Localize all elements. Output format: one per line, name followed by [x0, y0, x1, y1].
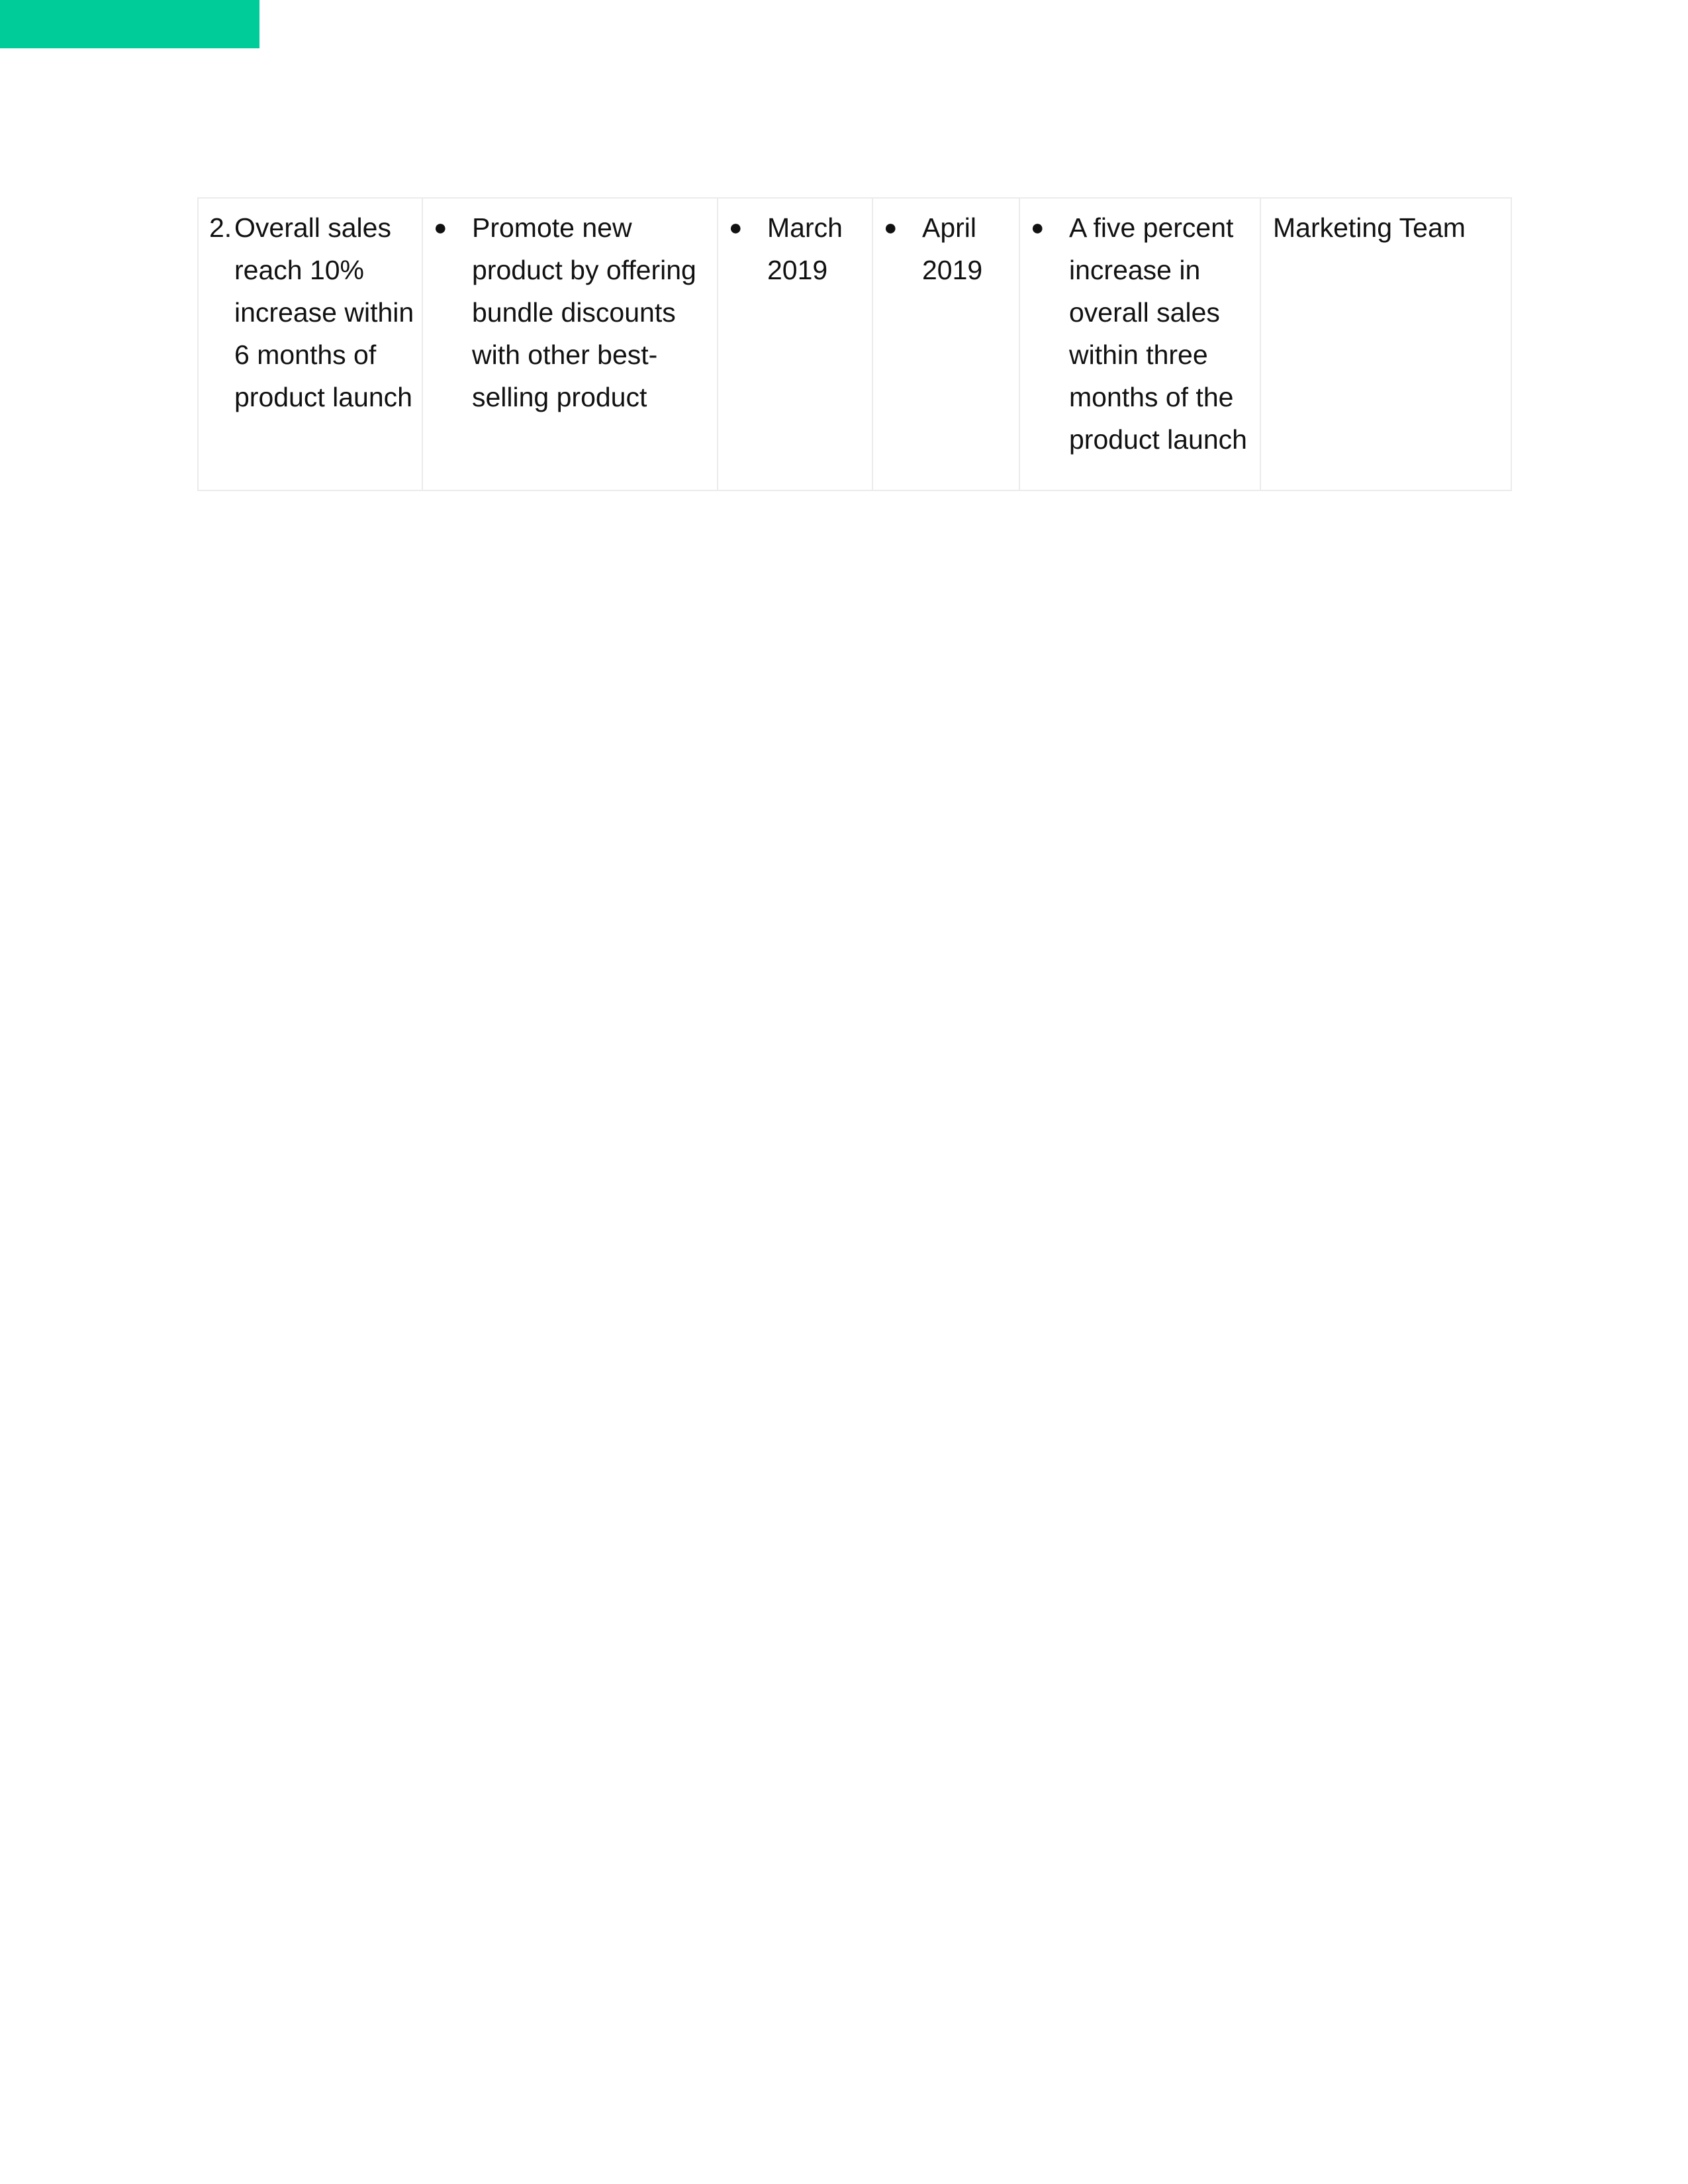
owner-text: Marketing Team: [1273, 212, 1466, 243]
goal-text: Overall sales reach 10% increase within 6 months of product launch: [234, 212, 414, 412]
owner-cell: [1260, 198, 1511, 490]
strategy-cell: [422, 198, 718, 490]
bullet-icon: ●: [434, 215, 447, 240]
bullet-icon: ●: [729, 215, 743, 240]
strategy-text: Promote new product by offering bundle discounts with other best-selling product: [472, 212, 696, 412]
goal-number: 2.: [209, 212, 232, 243]
measure-text: A five percent increase in overall sales within three months of the product launch: [1069, 212, 1247, 455]
goal-cell: [198, 198, 422, 490]
bullet-icon: ●: [1031, 215, 1045, 240]
table-row: [198, 198, 1511, 490]
end-date-text: April 2019: [922, 212, 983, 285]
header-accent-bar: [0, 0, 259, 48]
bullet-icon: ●: [884, 215, 898, 240]
goals-table: [197, 197, 1512, 491]
end-date-cell: [872, 198, 1019, 490]
measure-cell: [1019, 198, 1260, 490]
start-date-text: March 2019: [767, 212, 843, 285]
start-date-cell: [718, 198, 872, 490]
